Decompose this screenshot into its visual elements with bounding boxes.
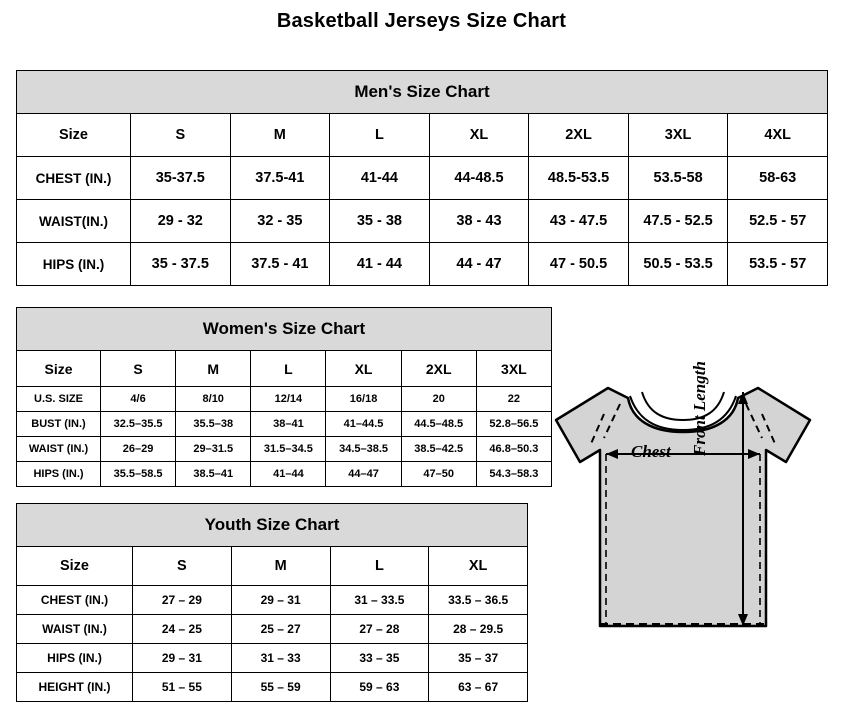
mens-size-chart [16,70,828,286]
womens-size-chart [16,307,552,487]
womens-cell: 26–29 [101,437,176,462]
mens-col-4: XL [429,114,529,157]
youth-cell: 29 – 31 [231,586,330,615]
youth-cell: 31 – 33 [231,644,330,673]
womens-col-3: L [251,351,326,387]
jersey-shirt-icon [538,358,834,678]
table-row [17,673,528,702]
womens-cell: 47–50 [401,462,476,487]
table-header-row [17,547,528,586]
table-row [17,462,552,487]
womens-cell: 41–44.5 [326,412,401,437]
youth-cell: 31 – 33.5 [330,586,429,615]
youth-col-1: S [133,547,232,586]
mens-col-2: M [230,114,330,157]
table-caption-row [17,308,552,351]
womens-cell: 38.5–42.5 [401,437,476,462]
mens-cell: 35 - 37.5 [131,243,231,286]
womens-cell: 34.5–38.5 [326,437,401,462]
mens-col-7: 4XL [728,114,828,157]
table-row [17,387,552,412]
mens-col-1: S [131,114,231,157]
youth-col-0: Size [17,547,133,586]
mens-row-label: HIPS (IN.) [17,243,131,286]
mens-cell: 52.5 - 57 [728,200,828,243]
mens-cell: 35-37.5 [131,157,231,200]
youth-row-label: CHEST (IN.) [17,586,133,615]
youth-cell: 29 – 31 [133,644,232,673]
youth-col-4: XL [429,547,528,586]
youth-row-label: HIPS (IN.) [17,644,133,673]
mens-cell: 53.5-58 [628,157,728,200]
mens-cell: 32 - 35 [230,200,330,243]
womens-size-table [16,307,552,487]
mens-cell: 43 - 47.5 [529,200,629,243]
womens-cell: 31.5–34.5 [251,437,326,462]
youth-caption: Youth Size Chart [17,504,528,547]
jersey-measurement-diagram [538,358,834,678]
table-row [17,615,528,644]
womens-col-4: XL [326,351,401,387]
womens-row-label: U.S. SIZE [17,387,101,412]
womens-cell: 29–31.5 [176,437,251,462]
womens-col-6: 3XL [476,351,551,387]
table-row [17,243,828,286]
womens-col-1: S [101,351,176,387]
mens-cell: 38 - 43 [429,200,529,243]
table-row [17,644,528,673]
mens-cell: 44 - 47 [429,243,529,286]
youth-cell: 33.5 – 36.5 [429,586,528,615]
youth-cell: 27 – 29 [133,586,232,615]
table-row [17,586,528,615]
womens-cell: 44–47 [326,462,401,487]
womens-caption: Women's Size Chart [17,308,552,351]
youth-cell: 33 – 35 [330,644,429,673]
womens-cell: 52.8–56.5 [476,412,551,437]
table-header-row [17,114,828,157]
youth-row-label: HEIGHT (IN.) [17,673,133,702]
womens-cell: 8/10 [176,387,251,412]
mens-size-table [16,70,828,286]
womens-cell: 38–41 [251,412,326,437]
womens-cell: 22 [476,387,551,412]
womens-cell: 4/6 [101,387,176,412]
mens-cell: 41-44 [330,157,430,200]
youth-cell: 35 – 37 [429,644,528,673]
womens-col-0: Size [17,351,101,387]
front-length-measure-label: Front Length [690,361,709,456]
mens-col-6: 3XL [628,114,728,157]
table-row [17,157,828,200]
youth-cell: 63 – 67 [429,673,528,702]
youth-cell: 55 – 59 [231,673,330,702]
mens-cell: 29 - 32 [131,200,231,243]
womens-cell: 46.8–50.3 [476,437,551,462]
mens-cell: 44-48.5 [429,157,529,200]
womens-cell: 32.5–35.5 [101,412,176,437]
youth-size-table [16,503,528,702]
youth-cell: 51 – 55 [133,673,232,702]
womens-col-5: 2XL [401,351,476,387]
womens-cell: 54.3–58.3 [476,462,551,487]
womens-row-label: BUST (IN.) [17,412,101,437]
womens-cell: 38.5–41 [176,462,251,487]
mens-row-label: WAIST(IN.) [17,200,131,243]
page-title: Basketball Jerseys Size Chart [276,10,567,32]
table-row [17,200,828,243]
mens-col-5: 2XL [529,114,629,157]
womens-cell: 41–44 [251,462,326,487]
youth-cell: 59 – 63 [330,673,429,702]
youth-size-chart [16,503,528,702]
table-caption-row [17,71,828,114]
mens-cell: 37.5-41 [230,157,330,200]
table-row [17,437,552,462]
mens-col-0: Size [17,114,131,157]
mens-cell: 53.5 - 57 [728,243,828,286]
mens-cell: 37.5 - 41 [230,243,330,286]
womens-cell: 35.5–38 [176,412,251,437]
youth-cell: 24 – 25 [133,615,232,644]
mens-cell: 50.5 - 53.5 [628,243,728,286]
youth-cell: 27 – 28 [330,615,429,644]
youth-row-label: WAIST (IN.) [17,615,133,644]
chest-measure-label: Chest [631,442,671,461]
mens-col-3: L [330,114,430,157]
mens-cell: 41 - 44 [330,243,430,286]
womens-col-2: M [176,351,251,387]
womens-cell: 35.5–58.5 [101,462,176,487]
mens-cell: 58-63 [728,157,828,200]
womens-cell: 20 [401,387,476,412]
mens-cell: 48.5-53.5 [529,157,629,200]
youth-col-3: L [330,547,429,586]
mens-cell: 47.5 - 52.5 [628,200,728,243]
womens-row-label: HIPS (IN.) [17,462,101,487]
mens-cell: 47 - 50.5 [529,243,629,286]
womens-cell: 44.5–48.5 [401,412,476,437]
mens-cell: 35 - 38 [330,200,430,243]
womens-cell: 16/18 [326,387,401,412]
table-caption-row [17,504,528,547]
womens-cell: 12/14 [251,387,326,412]
mens-caption: Men's Size Chart [17,71,828,114]
womens-row-label: WAIST (IN.) [17,437,101,462]
mens-row-label: CHEST (IN.) [17,157,131,200]
table-header-row [17,351,552,387]
youth-cell: 25 – 27 [231,615,330,644]
table-row [17,412,552,437]
youth-col-2: M [231,547,330,586]
youth-cell: 28 – 29.5 [429,615,528,644]
